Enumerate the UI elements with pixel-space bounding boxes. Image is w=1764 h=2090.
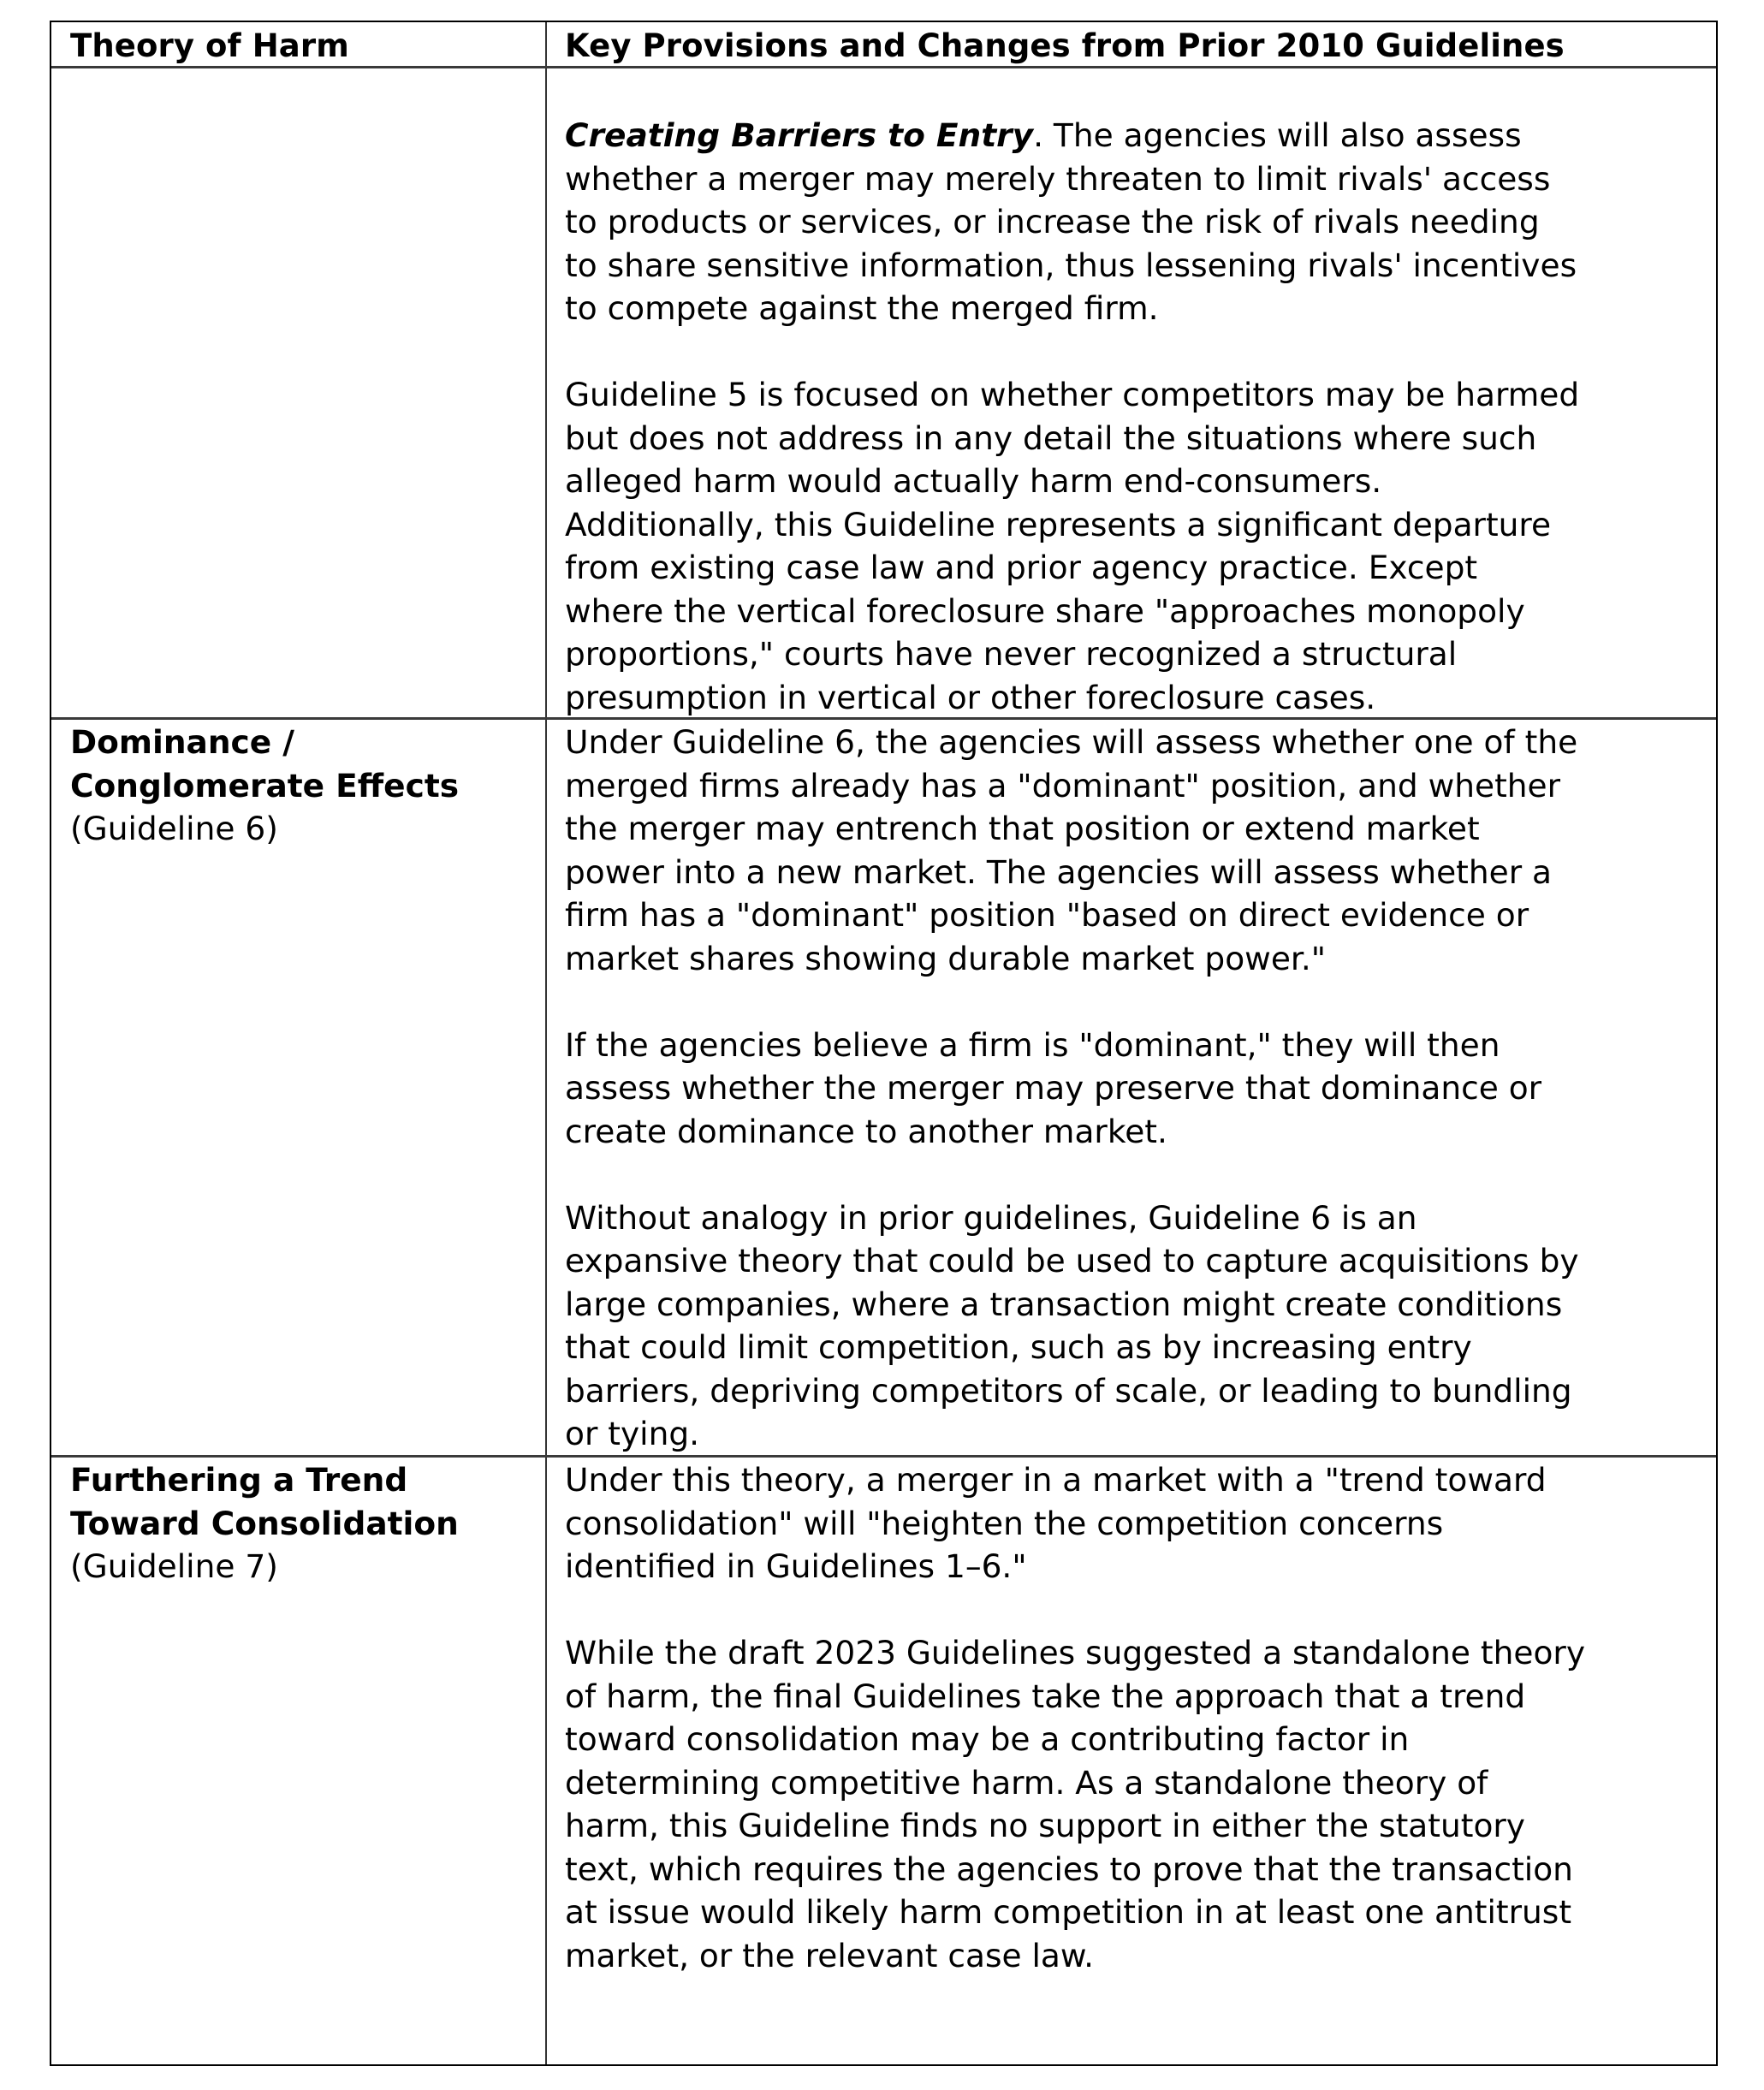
paragraph-line: alleged harm would actually harm end-consumers. bbox=[565, 462, 1382, 500]
paragraph-line: whether a merger may merely threaten to limit rivals' access bbox=[565, 159, 1551, 198]
paragraph-gap bbox=[565, 1153, 1712, 1196]
theory-title-line: Dominance / bbox=[70, 723, 294, 761]
paragraph-line: of harm, the final Guidelines take the approach that a trend bbox=[565, 1677, 1526, 1715]
paragraph-line: consolidation" will "heighten the competition concerns bbox=[565, 1504, 1444, 1542]
paragraph-line: text, which requires the agencies to prove that the transaction bbox=[565, 1850, 1573, 1888]
paragraph-line: from existing case law and prior agency practice. Except bbox=[565, 549, 1478, 586]
header-divider bbox=[51, 66, 1716, 68]
paragraph bbox=[565, 721, 1712, 980]
paragraph-line: or tying. bbox=[565, 1415, 700, 1452]
paragraph bbox=[565, 373, 1712, 719]
paragraph-line: presumption in vertical or other foreclosure cases. bbox=[565, 678, 1376, 716]
paragraph bbox=[565, 1458, 1712, 1588]
paragraph-line: to share sensitive information, thus lessening rivals' incentives bbox=[565, 246, 1577, 284]
paragraph-gap bbox=[565, 1588, 1712, 1632]
lead-term-creating-barriers: Creating Barriers to Entry bbox=[565, 116, 1034, 154]
paragraph bbox=[565, 114, 1712, 330]
header-cell-theory bbox=[70, 25, 541, 68]
paragraph bbox=[565, 1196, 1712, 1456]
theory-title-line: Toward Consolidation bbox=[70, 1504, 459, 1542]
paragraph-line: where the vertical foreclosure share "approaches monopoly bbox=[565, 591, 1525, 630]
paragraph-line: Guideline 5 is focused on whether competitors may be harmed bbox=[565, 376, 1580, 413]
paragraph-line: large companies, where a transaction might create conditions bbox=[565, 1285, 1563, 1323]
paragraph-line: identified in Guidelines 1–6." bbox=[565, 1547, 1027, 1585]
theory-guideline-ref: (Guideline 6) bbox=[70, 810, 278, 847]
paragraph bbox=[565, 1631, 1712, 1977]
paragraph-line: assess whether the merger may preserve that dominance or bbox=[565, 1069, 1542, 1107]
paragraph-line: firm has a "dominant" position "based on direct evidence or bbox=[565, 896, 1529, 934]
row-0-provisions-cell bbox=[565, 114, 1712, 719]
theory-of-harm-table bbox=[50, 21, 1718, 2066]
header-cell-provisions bbox=[565, 25, 1712, 68]
row-divider bbox=[51, 717, 1716, 720]
paragraph-line: toward consolidation may be a contributing factor in bbox=[565, 1720, 1410, 1758]
column-divider bbox=[545, 22, 547, 2064]
paragraph-line: power into a new market. The agencies will assess whether a bbox=[565, 852, 1553, 891]
paragraph-line: to products or services, or increase the risk of rivals needing bbox=[565, 203, 1540, 240]
paragraph-line: determining competitive harm. As a standalone theory of bbox=[565, 1763, 1488, 1802]
theory-title-line: Conglomerate Effects bbox=[70, 766, 460, 805]
theory-title-line: Furthering a Trend bbox=[70, 1461, 408, 1499]
paragraph-line: Additionally, this Guideline represents a significant departure bbox=[565, 505, 1552, 543]
paragraph-line: Creating Barriers to Entry. The agencies will also assess bbox=[565, 116, 1522, 154]
paragraph-line: create dominance to another market. bbox=[565, 1112, 1167, 1150]
paragraph-line: Under Guideline 6, the agencies will assess whether one of the bbox=[565, 723, 1578, 761]
paragraph-line: Under this theory, a merger in a market with a "trend toward bbox=[565, 1461, 1547, 1499]
row-2-theory-cell bbox=[70, 1458, 541, 1588]
row-1-theory-cell bbox=[70, 721, 541, 851]
row-1-provisions-cell bbox=[565, 721, 1712, 1456]
header-key-provisions: Key Provisions and Changes from Prior 2010 Guidelines bbox=[565, 27, 1565, 64]
theory-guideline-ref: (Guideline 7) bbox=[70, 1547, 278, 1585]
paragraph-line: market, or the relevant case law. bbox=[565, 1936, 1095, 1974]
paragraph-line: If the agencies believe a firm is "dominant," they will then bbox=[565, 1025, 1500, 1064]
paragraph-gap bbox=[565, 980, 1712, 1024]
paragraph-line: to compete against the merged firm. bbox=[565, 289, 1159, 327]
paragraph-line: While the draft 2023 Guidelines suggested a standalone theory bbox=[565, 1634, 1586, 1671]
paragraph-line: expansive theory that could be used to capture acquisitions by bbox=[565, 1242, 1579, 1280]
paragraph-line: but does not address in any detail the situations where such bbox=[565, 419, 1537, 457]
paragraph-gap bbox=[565, 330, 1712, 374]
paragraph-line: harm, this Guideline finds no support in either the statutory bbox=[565, 1807, 1525, 1844]
paragraph bbox=[565, 1024, 1712, 1154]
row-2-provisions-cell bbox=[565, 1458, 1712, 1977]
paragraph-line: barriers, depriving competitors of scale, or leading to bundling bbox=[565, 1371, 1572, 1410]
paragraph-line: proportions," courts have never recognized a structural bbox=[565, 635, 1458, 673]
row-divider bbox=[51, 1455, 1716, 1458]
paragraph-line: the merger may entrench that position or extend market bbox=[565, 810, 1480, 847]
paragraph-line: Without analogy in prior guidelines, Guideline 6 is an bbox=[565, 1198, 1417, 1237]
paragraph-line: that could limit competition, such as by increasing entry bbox=[565, 1328, 1472, 1366]
paragraph-line: merged firms already has a "dominant" position, and whether bbox=[565, 766, 1561, 805]
paragraph-line: at issue would likely harm competition in at least one antitrust bbox=[565, 1893, 1572, 1931]
paragraph-line: market shares showing durable market power." bbox=[565, 939, 1327, 977]
header-theory-of-harm: Theory of Harm bbox=[70, 27, 349, 64]
